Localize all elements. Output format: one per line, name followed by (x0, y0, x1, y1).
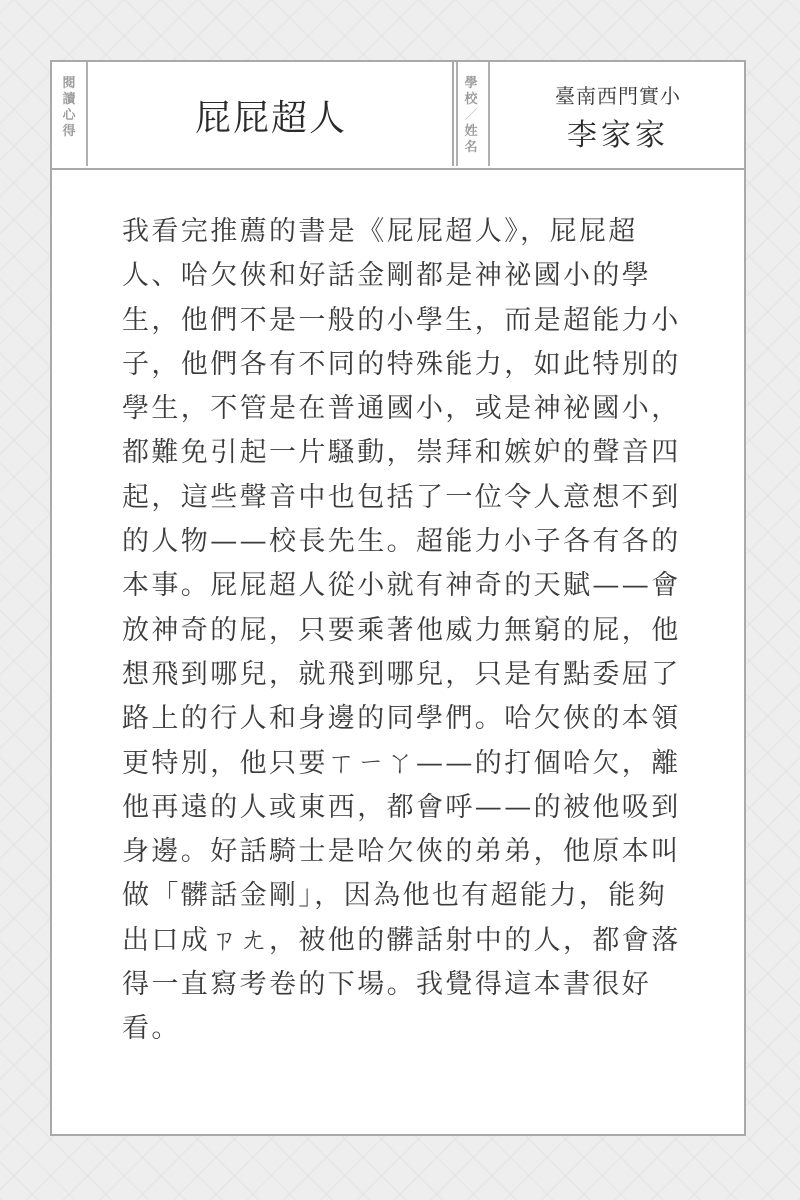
report-header (52, 62, 744, 170)
book-title-cell (90, 62, 454, 166)
school-name-label-cell (454, 62, 492, 166)
book-title: 屁屁超人 (194, 98, 347, 139)
reading-report-sheet (50, 60, 746, 1136)
essay-body: 我看完推薦的書是《屁屁超人》，屁屁超人、哈欠俠和好話金剛都是神祕國小的學生，他們不是一般的小學生，而是超能力小子，他們各有不同的特殊能力，如此特別的學生，不管是在普通國小，或是神祕國小，都難免引起一片騷動，崇拜和嫉妒的聲音四起，這些聲音中也包括了一位令人意想不到的人物——校長先生。超能力小子各有各的本事。屁屁超人從小就有神奇的天賦——會放神奇的屁，只要乘著他威力無窮的屁，他想飛到哪兒，就飛到哪兒，只是有點委屈了路上的行人和身邊的同學們。哈欠俠的本領更特別，他只要ㄒㄧㄚ——的打個哈欠，離他再遠的人或東西，都會呼——的被他吸到身邊。好話騎士是哈欠俠的弟弟，他原本叫做「髒話金剛」，因為他也有超能力，能夠出口成ㄗㄤ，被他的髒話射中的人，都會落得一直寫考卷的下場。我覺得這本書很好看。 (122, 216, 681, 1045)
reading-report-label-cell (52, 62, 90, 166)
reading-report-label: 閱 讀 心 得 (62, 76, 76, 139)
school-name-label: 學 校 ／ 姓 名 (464, 76, 478, 155)
school-student-cell (492, 62, 744, 166)
school-name: 臺南西門實小 (555, 84, 681, 108)
student-name: 李家家 (567, 118, 669, 153)
